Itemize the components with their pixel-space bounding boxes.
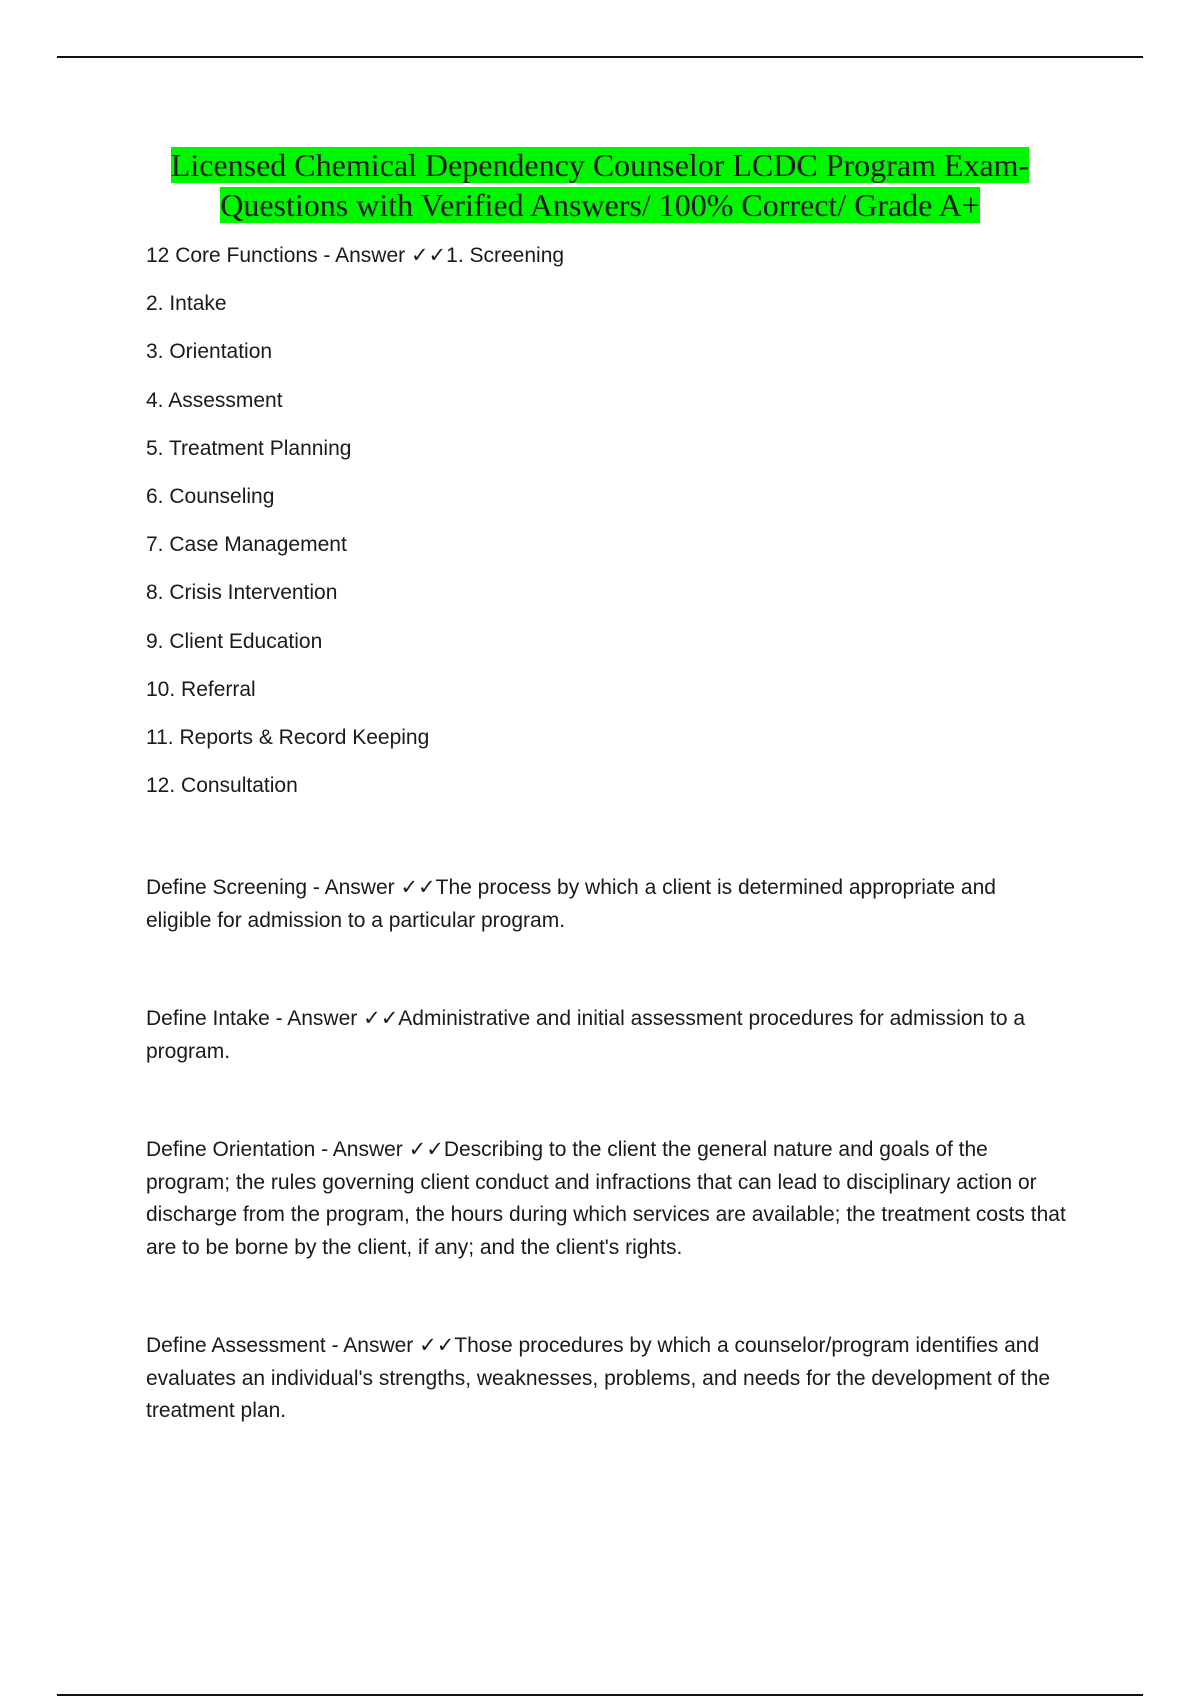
list-item: 11. Reports & Record Keeping: [146, 725, 430, 749]
core-functions-list: [146, 244, 564, 822]
definition-intake: Define Intake - Answer ✓✓Administrative and initial assessment procedures for admission to a program.: [146, 1007, 1026, 1063]
title-line-2: Questions with Verified Answers/ 100% Correct/ Grade A+: [220, 187, 980, 223]
list-item: 9. Client Education: [146, 629, 323, 653]
definitions-section: [146, 872, 1066, 1428]
list-item: 8. Crisis Intervention: [146, 581, 338, 605]
list-item: 12 Core Functions - Answer ✓✓1. Screening: [146, 244, 565, 267]
title-line-1: Licensed Chemical Dependency Counselor LCDC Program Exam-: [170, 147, 1030, 183]
list-item: 7. Case Management: [146, 533, 347, 557]
list-item: 3. Orientation: [146, 340, 273, 364]
definition-screening: Define Screening - Answer ✓✓The process by which a client is determined appropriate and eligible for admission to a particular program.: [146, 876, 996, 932]
document-title: [100, 145, 1100, 225]
list-item: 2. Intake: [146, 292, 227, 316]
definition-orientation: Define Orientation - Answer ✓✓Describing to the client the general nature and goals of the program; the rules governing client conduct and infractions that can lead to disciplinary action or discharge from the program, the hours during which services are available; the treatment costs that are to be borne by the client, if any; and the client's rights.: [146, 1138, 1066, 1259]
list-item: 6. Counseling: [146, 484, 275, 508]
list-item: 4. Assessment: [146, 388, 283, 412]
list-item: 5. Treatment Planning: [146, 436, 352, 460]
definition-assessment: Define Assessment - Answer ✓✓Those procedures by which a counselor/program identifies and evaluates an individual's strengths, weaknesses, problems, and needs for the development of the treatment plan.: [146, 1334, 1051, 1422]
list-item: 10. Referral: [146, 677, 256, 701]
bottom-rule: [57, 1694, 1143, 1696]
top-rule: [57, 56, 1143, 58]
list-item: 12. Consultation: [146, 774, 298, 798]
